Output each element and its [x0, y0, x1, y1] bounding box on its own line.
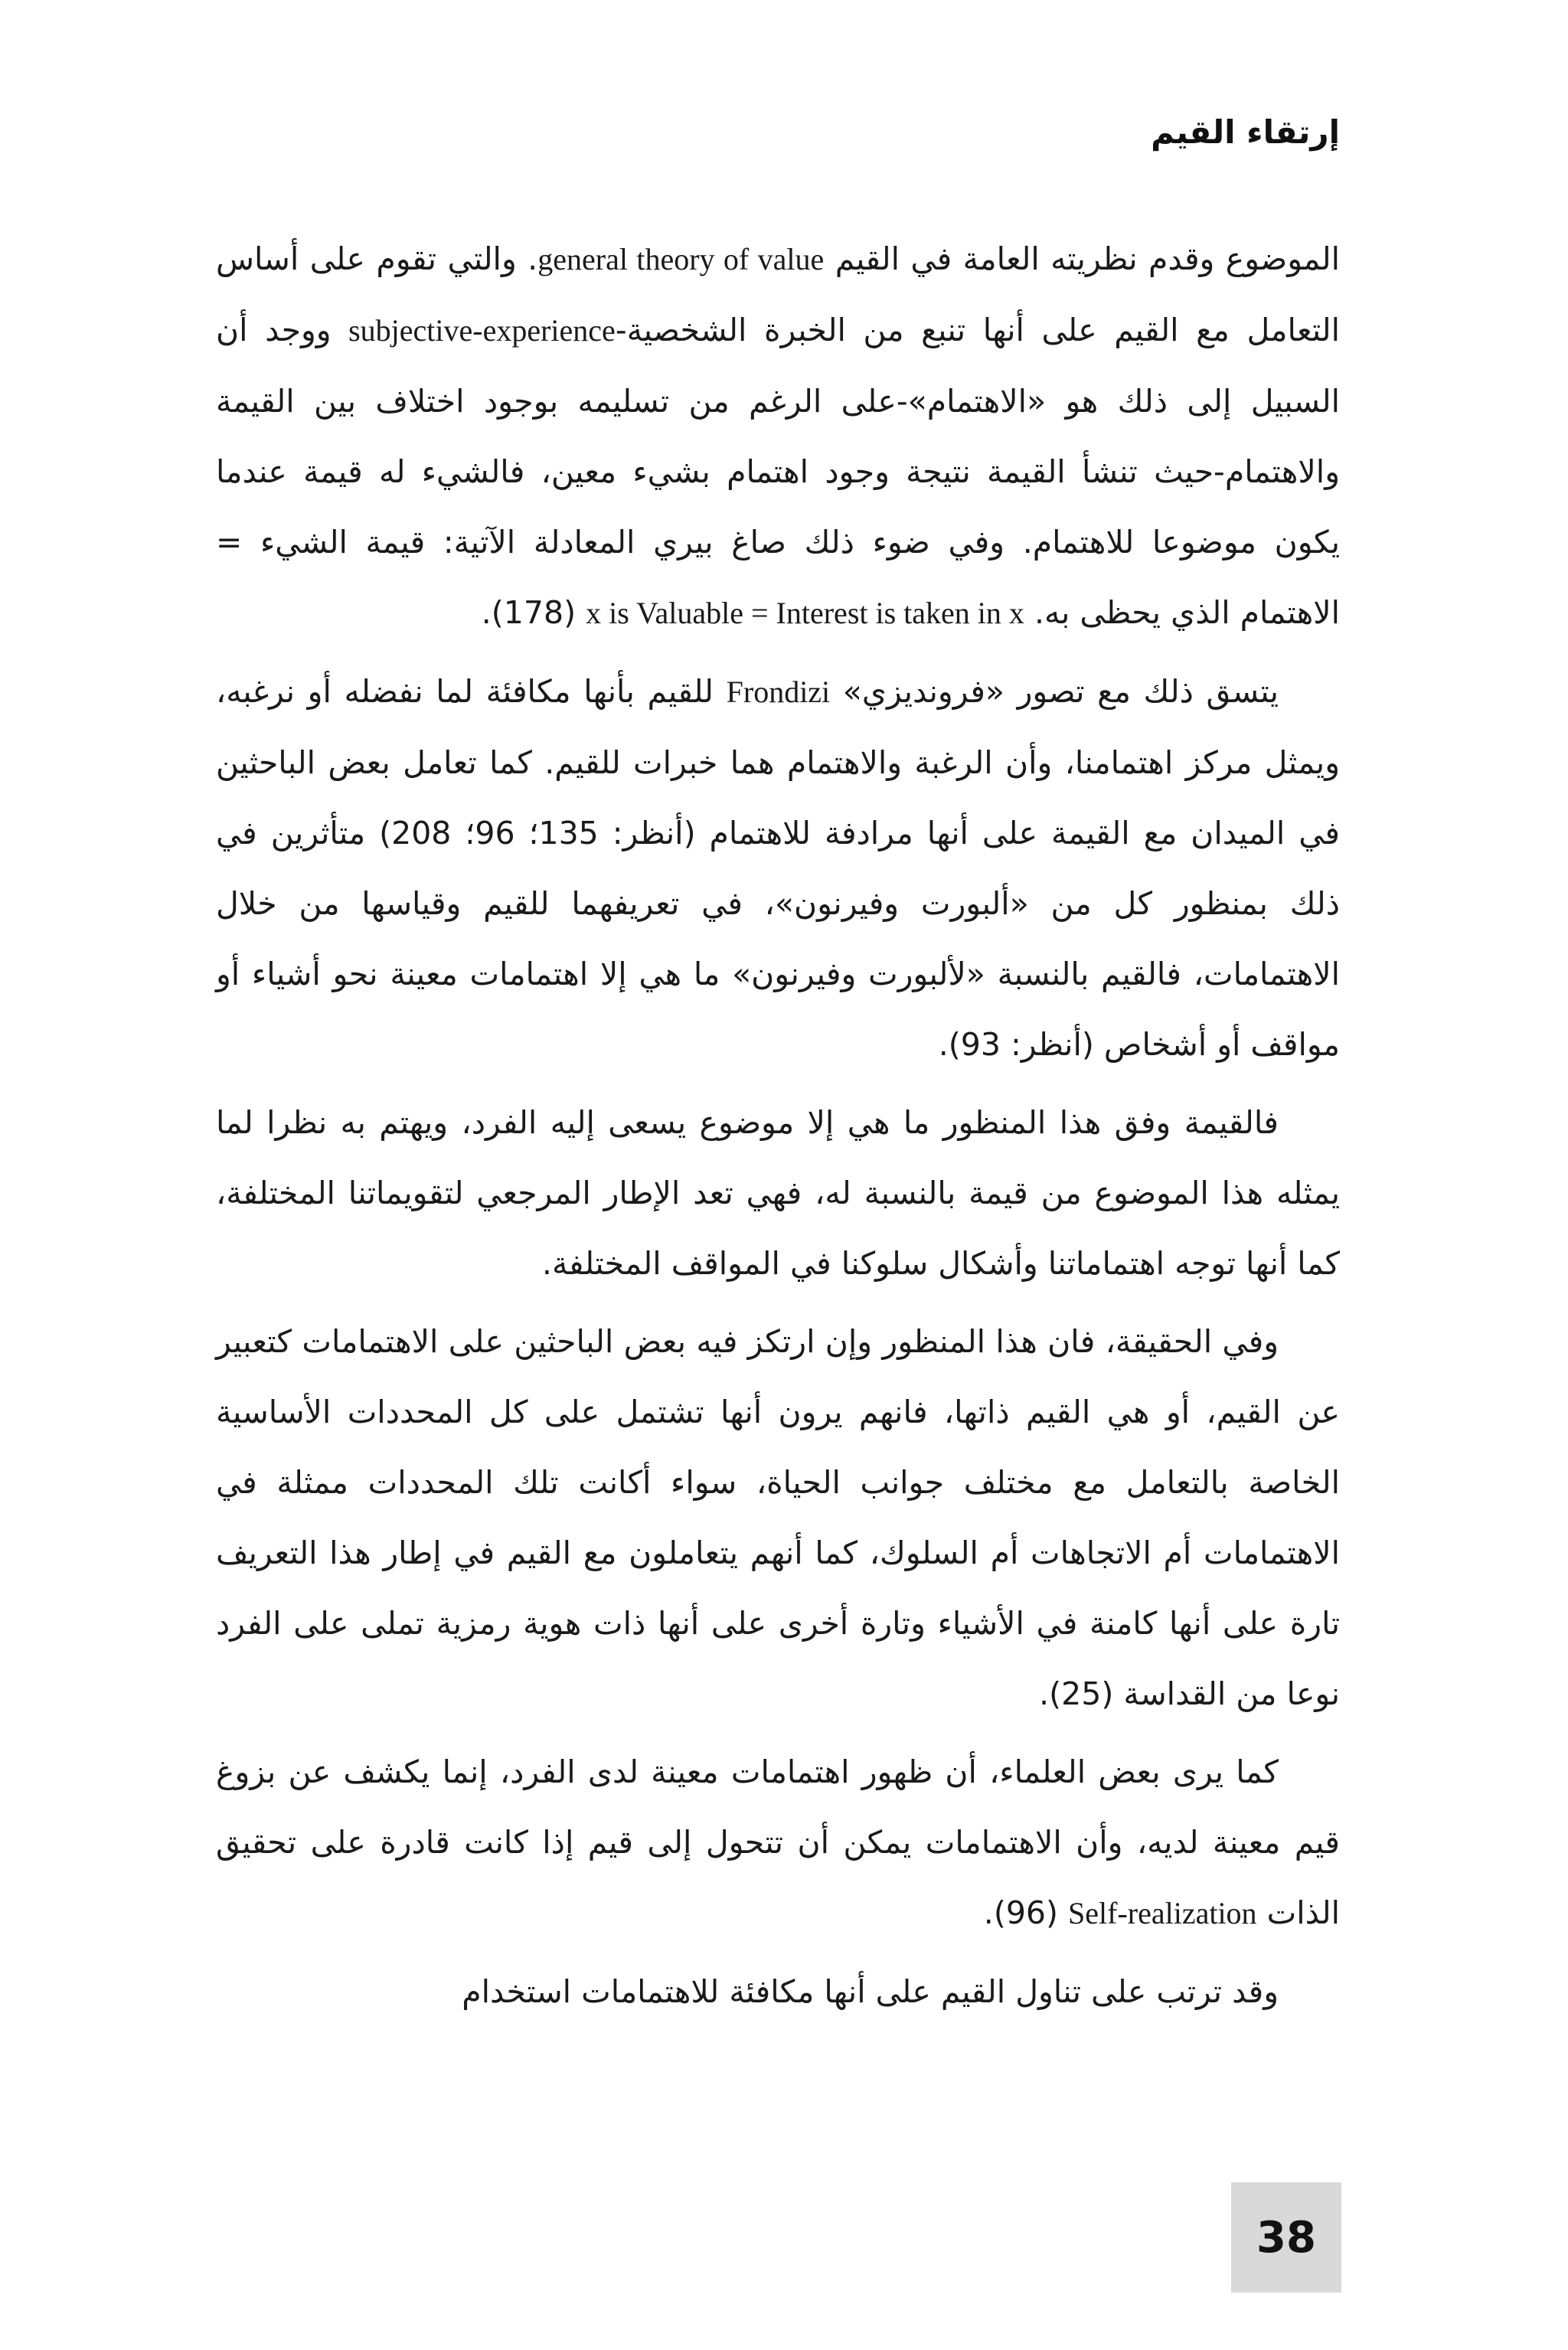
paragraph-1 [216, 224, 1340, 649]
text-segment: ووجد أن السبيل إلى ذلك هو «الاهتمام»-على الرغم من تسليمه بوجود اختلاف بين القيمة والاهتمام-حيث تنشأ القيمة نتيجة وجود اهتمام بشيء معين، فالشيء له قيمة عندما يكون موضوعا للاهتمام. وفي ضوء ذلك صاغ بيري المعادلة الآتية: قيمة الشيء = الاهتمام الذي يحظى به. [216, 312, 1340, 631]
latin-term: Frondizi [726, 675, 831, 709]
page-number-box [1231, 2182, 1341, 2293]
text-segment: فالقيمة وفق هذا المنظور ما هي إلا موضوع يسعى إليه الفرد، ويهتم به نظرا لما يمثله هذا الموضوع من قيمة بالنسبة له، فهي تعد الإطار المرجعي لتقويماتنا المختلفة، كما أنها توجه اهتماماتنا وأشكال سلوكنا في المواقف المختلفة. [216, 1104, 1340, 1282]
latin-term: Self-realization [1068, 1896, 1257, 1930]
paragraph-2 [216, 656, 1340, 1080]
paragraph-5 [216, 1737, 1340, 1949]
paragraph-4 [216, 1306, 1340, 1729]
text-segment: للقيم بأنها مكافئة لما نفضله أو نرغبه، ويمثل مركز اهتمامنا، وأن الرغبة والاهتمام هما خبرات للقيم. كما تعامل بعض الباحثين في الميدان مع القيمة على أنها مرادفة للاهتمام (أنظر: 135؛ 96؛ 208) متأثرين في ذلك بمنظور كل من «ألبورت وفيرنون»، في تعريفهما للقيم وقياسها من خلال الاهتمامات، فالقيم بالنسبة «لألبورت وفيرنون» ما هي إلا اهتمامات معينة نحو أشياء أو مواقف أو أشخاص (أنظر: 93). [216, 673, 1340, 1063]
body-text [216, 224, 1340, 2035]
text-segment: الموضوع وقدم نظريته العامة في القيم [824, 240, 1341, 277]
running-header-title: إرتقاء القيم [1151, 113, 1340, 151]
text-segment: وقد ترتب على تناول القيم على أنها مكافئة للاهتمامات استخدام [462, 1973, 1279, 2010]
citation: (96). [983, 1894, 1069, 1931]
text-segment: وفي الحقيقة، فان هذا المنظور وإن ارتكز فيه بعض الباحثين على الاهتمامات كتعبير عن القيم، أو هي القيم ذاتها، فانهم يرون أنها تشتمل على كل المحددات الأساسية الخاصة بالتعامل مع مختلف جوانب الحياة، سواء أكانت تلك المحددات ممثلة في الاهتمامات أم الاتجاهات أم السلوك، كما أنهم يتعاملون مع القيم في إطار هذا التعريف تارة على أنها كامنة في الأشياء وتارة أخرى على أنها ذات هوية رمزية تملى على الفرد نوعا من القداسة (25). [216, 1323, 1340, 1712]
citation: (178). [481, 594, 586, 631]
text-segment: . والتي تقوم على أساس التعامل مع القيم على أنها تنبع من الخبرة الشخصية- [216, 240, 1340, 348]
latin-formula: x is Valuable = Interest is taken in x [586, 596, 1024, 630]
latin-term: subjective-experience [348, 313, 616, 348]
paragraph-6 [216, 1956, 1340, 2027]
text-segment: كما يرى بعض العلماء، أن ظهور اهتمامات معينة لدى الفرد، إنما يكشف عن بزوغ قيم معينة لديه، وأن الاهتمامات يمكن أن تتحول إلى قيم إذا كانت قادرة على تحقيق الذات [216, 1754, 1340, 1931]
paragraph-3 [216, 1087, 1340, 1299]
latin-term: general theory of value [537, 242, 825, 276]
page-number: 38 [1256, 2212, 1316, 2263]
text-segment: يتسق ذلك مع تصور «فروندیزي» [830, 673, 1279, 710]
